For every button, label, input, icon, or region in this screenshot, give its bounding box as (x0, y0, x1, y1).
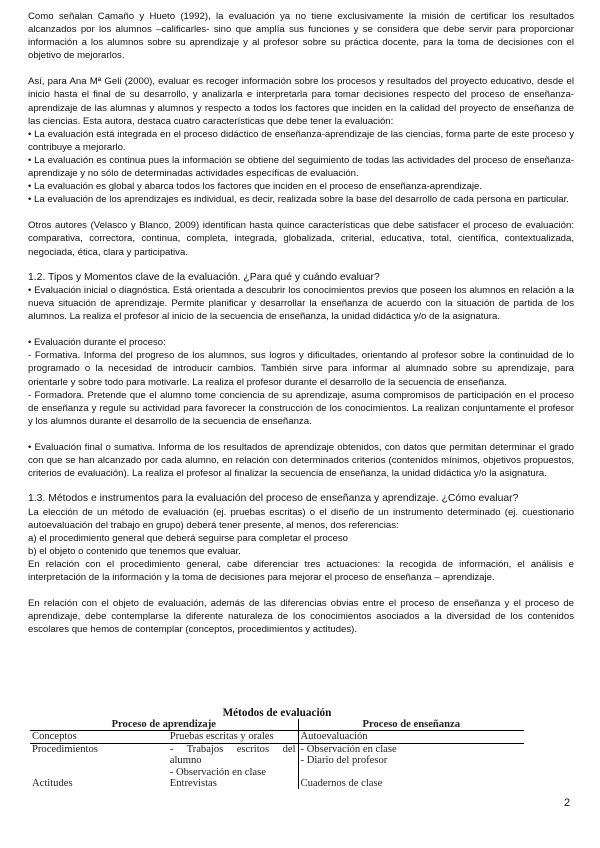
table-title: Métodos de evaluación (222, 707, 332, 719)
paragraph-object: En relación con el objeto de evaluación, además de las diferencias obvias entre el proceso de enseñanza y el proceso de aprendizaje, debe contemplarse la diferente naturaleza de los conocimientos asociados a la diversidad de los contenidos escolares que hemos de contemplar (conceptos, procedimientos y actitudes). (28, 598, 574, 636)
page-number: 2 (564, 797, 571, 809)
row-label-attitudes: Actitudes (32, 778, 73, 790)
cell-teaching-procedures (298, 743, 524, 778)
paragraph-formadora: - Formadora. Pretende que el alumno tome conciencia de su aprendizaje, asuma compromisos de participación en el proceso de enseñanza y regule su actividad para favorecer la construcción de los conocimientos. La realizan conjuntamente el profesor y los alumnos durante el desarrollo de la secuencia de enseñanza. (28, 389, 574, 427)
bullet-individual: • La evaluación de los aprendizajes es individual, es decir, realizada sobre la base del desarrollo de cada persona en particular. (28, 194, 569, 206)
reference-a: a) el procedimiento general que deberá seguirse para completar el proceso (28, 532, 348, 544)
paragraph-initial-evaluation: • Evaluación inicial o diagnóstica. Está orientada a descubrir los conocimientos previos que poseen los alumnos en relación a la nueva situación de aprendizaje. Permite planificar y desarrollar la enseñanza de acuerdo con la situación de partida de los alumnos. La realiza el profesor al inicio de la secuencia de enseñanza, la unidad didáctica y/o de la asignatura. (28, 285, 574, 323)
cell-learning-concepts: Pruebas escritas y orales (168, 731, 298, 743)
paragraph-geli: Así, para Ana Mª Geli (2000), evaluar es recoger información sobre los procesos y resultados del proyecto educativo, desde el inicio hasta el final de su desarrollo, y analizarla e interpretarla para tomar decisiones respecto del proceso de enseñanza-aprendizaje de las alumnas y alumnos y respecto a todos los factores que inciden en la calidad del proyecto de enseñanza de las ciencias. Esta autora, destaca cuatro características que debe tener la evaluación: (28, 76, 574, 127)
cell-teaching-procedures-1: - Observación en clase (300, 743, 397, 755)
cell-learning-procedures-2: - Observación en clase (169, 766, 266, 778)
table-header-row (30, 719, 524, 731)
paragraph-final-evaluation: • Evaluación final o sumativa. Informa de los resultados de aprendizaje obtenidos, con datos que permitan determinar el grado con que se han alcanzado por cada alumno, en relación con determinados criterios (contenidos mínimos, objetivos propuestos, criterios de evaluación). La realiza el profesor al finalizar la secuencia de enseñanza, la unidad didáctica y/o la asignatura. (28, 441, 574, 480)
cell-learning-procedures-1: - Trabajos escritos del alumno (169, 743, 296, 767)
table-row (30, 778, 524, 789)
row-label-procedures: Procedimientos (32, 743, 98, 755)
table-row (30, 731, 524, 743)
table-row (30, 743, 524, 778)
evaluation-methods-table (30, 707, 524, 789)
cell-learning-procedures (168, 743, 298, 778)
bullet-continuous: • La evaluación es continua pues la información se obtiene del seguimiento de todas las actividades del proceso de enseñanza-aprendizaje y no sólo de determinadas actividades específicas de evaluación. (28, 154, 574, 180)
cell-teaching-concepts: Autoevaluación (298, 731, 524, 743)
paragraph-camano: Como señalan Camaño y Hueto (1992), la evaluación ya no tiene exclusivamente la misión de certificar los resultados alcanzados por los alumnos –calificarles- sino que amplía sus funciones y se considera que debe servir para proporcionar información a los alumnos sobre su aprendizaje y al profesor sobre su práctica docente, para la toma de decisiones con el objetivo de mejorarlos. (28, 11, 574, 62)
methods-table (30, 719, 524, 789)
paragraph-velasco: Otros autores (Velasco y Blanco, 2009) identifican hasta quince características que debe satisfacer el proceso de evaluación: comparativa, correctora, continua, completa, integrada, globalizada, criterial, educativa, total, científica, contextualizada, negociada, ética, clara y participativa. (28, 220, 574, 258)
paragraph-during-process: • Evaluación durante el proceso: (28, 337, 166, 349)
body-text (28, 10, 574, 636)
paragraph-procedure: En relación con el procedimiento general, cabe diferenciar tres actuaciones: la recogida de información, el análisis e interpretación de la información y la toma de decisiones para mejorar el proceso de enseñanza – aprendizaje. (28, 559, 574, 584)
cell-teaching-procedures-2: - Diario del profesor (300, 755, 388, 767)
paragraph-method-choice: La elección de un método de evaluación (ej. pruebas escritas) o el diseño de un instrumento determinado (ej. cuestionario autoevaluación del trabajo en grupo) deberá tener presente, al menos, dos referencias: (28, 506, 574, 531)
bullet-global: • La evaluación es global y abarca todos los factores que inciden en el proceso de enseñanza-aprendizaje. (28, 181, 483, 193)
header-teaching-process: Proceso de enseñanza (298, 719, 524, 731)
bullet-integrated: • La evaluación está integrada en el proceso didáctico de enseñanza-aprendizaje de las ciencias, forma parte de este proceso y contribuye a mejorarlo. (28, 128, 574, 153)
heading-section-1-3: 1.3. Métodos e instrumentos para la evaluación del proceso de enseñanza y aprendizaje. ¿Cómo evaluar? (28, 493, 519, 505)
heading-section-1-2: 1.2. Tipos y Momentos clave de la evaluación. ¿Para qué y cuándo evaluar? (28, 271, 380, 283)
reference-b: b) el objeto o contenido que tenemos que evaluar. (28, 545, 241, 557)
cell-learning-attitudes: Entrevistas (168, 778, 298, 789)
row-label-concepts: Conceptos (30, 731, 168, 743)
paragraph-formative: - Formativa. Informa del progreso de los alumnos, sus logros y dificultades, orientando al profesor sobre la continuidad de lo programado o la necesidad de introducir cambios. También sirve para informar al alumnado sobre su aprendizaje, para orientarle y sobre todo para motivarle. La realiza el profesor durante el desarrollo de la secuencia de enseñanza. (28, 350, 574, 388)
cell-teaching-attitudes: Cuadernos de clase (300, 778, 383, 790)
header-learning-process: Proceso de aprendizaje (30, 719, 298, 731)
